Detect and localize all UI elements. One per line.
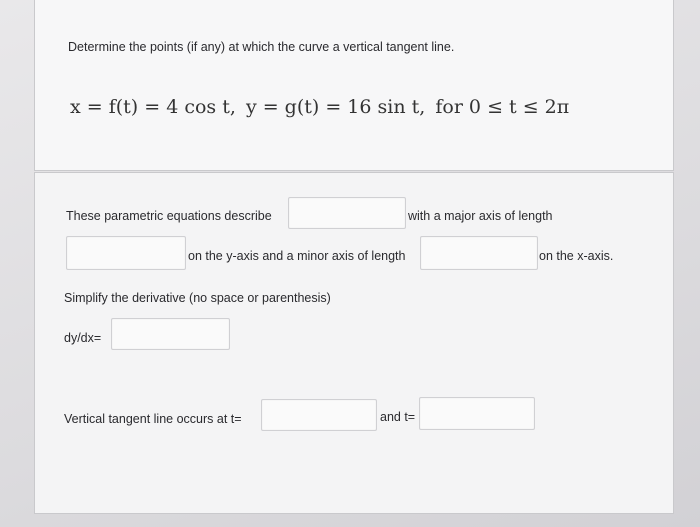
shape-input[interactable] [288,197,406,229]
question-panel [34,0,674,171]
describe-label: These parametric equations describe [66,209,272,223]
t1-input[interactable] [261,399,377,431]
dydx-input[interactable] [111,318,230,350]
equation-y: y = g(t) = 16 sin t, [245,96,426,118]
and-label: and t= [380,410,416,424]
major-axis-label: with a major axis of length [408,209,553,223]
equation-x: x = f(t) = 4 cos t, [70,96,236,118]
equation-range: for 0 ≤ t ≤ 2π [435,96,570,118]
y-axis-minor-label: on the y-axis and a minor axis of length [188,249,406,263]
t2-input[interactable] [419,397,535,430]
major-axis-input[interactable] [66,236,186,270]
minor-axis-input[interactable] [420,236,538,270]
x-axis-label: on the x-axis. [539,249,614,263]
dydx-label: dy/dx= [64,331,102,345]
vertical-tangent-label: Vertical tangent line occurs at t= [64,412,242,426]
parametric-equation [70,96,569,118]
question-prompt: Determine the points (if any) at which the curve a vertical tangent line. [68,40,455,54]
simplify-label: Simplify the derivative (no space or parenthesis) [64,291,331,305]
